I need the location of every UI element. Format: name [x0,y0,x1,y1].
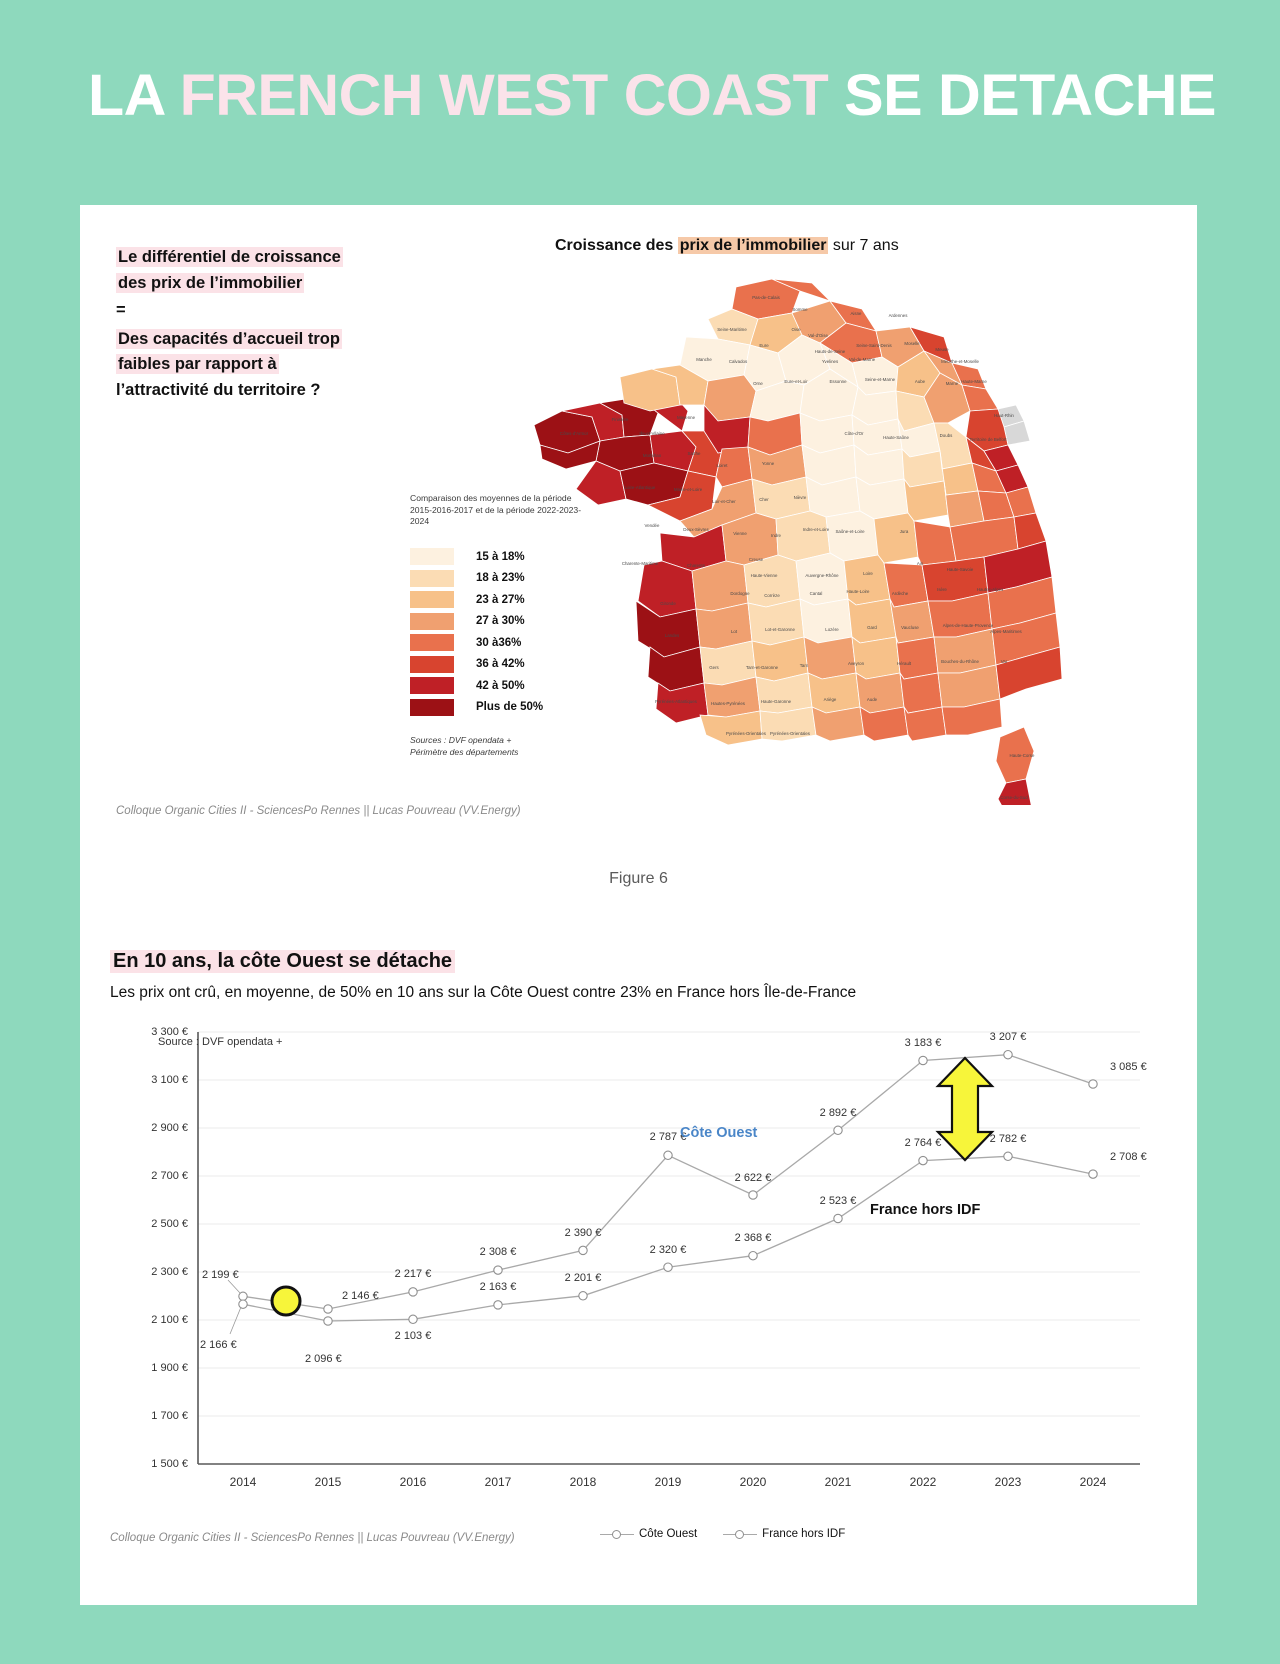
svg-text:Saône-et-Loire: Saône-et-Loire [835,529,865,534]
svg-text:Yonne: Yonne [761,461,775,466]
svg-text:Vienne: Vienne [733,531,747,536]
svg-text:Vendée: Vendée [644,523,660,528]
page-title-part-1: LA [88,63,180,128]
svg-text:Meurthe-et-Moselle: Meurthe-et-Moselle [941,359,979,364]
legend-item [410,675,610,697]
svg-text:Lot: Lot [730,629,738,634]
svg-text:Loiret: Loiret [716,463,728,468]
svg-text:Haute-Garonne: Haute-Garonne [760,699,792,704]
svg-text:2 500 €: 2 500 € [151,1218,188,1230]
svg-text:Sarthe: Sarthe [687,451,701,456]
svg-text:Yvelines: Yvelines [821,359,839,364]
svg-text:Landes: Landes [664,633,680,638]
svg-text:Doubs: Doubs [939,433,953,438]
chart-card-footer: Colloque Organic Cities II - SciencesPo Rennes || Lucas Pouvreau (VV.Energy) [110,1532,515,1544]
svg-text:Ardennes: Ardennes [888,313,908,318]
svg-text:2 900 €: 2 900 € [151,1122,188,1134]
svg-text:2 201 €: 2 201 € [564,1272,602,1284]
legend-sources-line-2: Périmètre des départements [410,747,519,758]
legend-sources-line-1: Sources : DVF opendata + [410,734,512,745]
label-leader-line [228,1280,240,1293]
svg-text:2 308 €: 2 308 € [479,1246,517,1258]
svg-text:Creuse: Creuse [748,557,764,562]
svg-text:3 300 €: 3 300 € [151,1026,188,1038]
svg-text:Charente: Charente [686,563,706,568]
svg-text:Eure-et-Loir: Eure-et-Loir [784,379,808,384]
svg-text:Aube: Aube [914,379,926,384]
svg-text:Val-d'Oise: Val-d'Oise [808,333,828,338]
legend-swatch [410,699,454,716]
svg-text:Meuse: Meuse [935,347,949,352]
svg-text:Ain: Ain [916,561,924,566]
svg-text:Lozère: Lozère [825,627,839,632]
page-banner [0,0,1280,205]
svg-text:Moselle: Moselle [904,341,920,346]
svg-text:Orne: Orne [753,381,763,386]
svg-text:Morbihan: Morbihan [642,453,662,458]
svg-text:1 700 €: 1 700 € [151,1410,188,1422]
legend-item [410,610,610,632]
svg-text:Haute-Saône: Haute-Saône [883,435,909,440]
svg-text:Indre: Indre [770,533,782,538]
svg-text:2 320 €: 2 320 € [649,1244,687,1256]
svg-text:Haute-Loire: Haute-Loire [846,589,870,594]
svg-text:2 217 €: 2 217 € [394,1268,432,1280]
svg-text:Côtes-d'Armor: Côtes-d'Armor [559,431,589,436]
legend-label: 27 à 30% [476,615,525,628]
svg-text:Pyrénées-Orientales: Pyrénées-Orientales [725,731,767,736]
svg-text:2018: 2018 [569,1475,597,1489]
svg-text:Isère: Isère [937,587,947,592]
map-card [80,205,1197,845]
svg-text:Hautes-Pyrénées: Hautes-Pyrénées [711,701,745,706]
svg-text:Corrèze: Corrèze [764,593,780,598]
svg-text:Loire: Loire [863,571,873,576]
svg-text:2 096 €: 2 096 € [305,1353,342,1365]
map-title-suffix: sur 7 ans [828,237,899,254]
svg-text:Aude: Aude [866,697,878,702]
svg-text:Charente-Maritime: Charente-Maritime [621,561,659,566]
svg-text:Haute-Marne: Haute-Marne [961,379,987,384]
svg-text:Dordogne: Dordogne [730,591,750,596]
svg-text:2015: 2015 [314,1475,342,1489]
map-card-footer: Colloque Organic Cities II - SciencesPo Rennes || Lucas Pouvreau (VV.Energy) [116,805,521,817]
svg-text:Alpes-Maritimes: Alpes-Maritimes [990,629,1022,634]
svg-text:Haute-Corse: Haute-Corse [1009,753,1035,758]
legend-label: 15 à 18% [476,550,525,563]
svg-text:Ardèche: Ardèche [891,591,909,596]
legend-swatch [410,656,454,673]
legend-swatch [410,548,454,565]
svg-text:Vaucluse: Vaucluse [901,625,919,630]
page-title [88,62,1216,129]
legend-swatch [410,613,454,630]
chart-series-label-france: France hors IDF [870,1202,981,1218]
legend-swatch [410,677,454,694]
svg-text:Jura: Jura [899,529,909,534]
svg-text:Essonne: Essonne [829,379,847,384]
svg-text:Corse-du-Sud: Corse-du-Sud [1000,795,1028,800]
svg-text:Deux-Sèvres: Deux-Sèvres [683,527,709,532]
svg-text:Seine-et-Marne: Seine-et-Marne [864,377,896,382]
yellow-double-arrow-annotation [938,1058,992,1160]
page-title-part-2: FRENCH WEST COAST [179,63,829,128]
svg-text:Tarn: Tarn [799,663,809,668]
svg-text:Aisne: Aisne [850,311,862,316]
legend-label: 23 à 27% [476,593,525,606]
legend-label: 18 à 23% [476,572,525,585]
svg-text:2 199 €: 2 199 € [202,1269,239,1281]
svg-text:Manche: Manche [696,357,712,362]
svg-text:Nièvre: Nièvre [793,495,807,500]
svg-text:Var: Var [1000,659,1008,664]
chart-title: En 10 ans, la côte Ouest se détache [110,950,455,973]
map-title-highlight: prix de l’immobilier [679,237,827,254]
svg-text:Pas-de-Calais: Pas-de-Calais [752,295,780,300]
svg-text:Côte-d'Or: Côte-d'Or [844,431,864,436]
series-cote-ouest-labels [202,1031,1147,1302]
legend-item [410,589,610,611]
legend-swatch [410,570,454,587]
svg-text:Seine-Saint-Denis: Seine-Saint-Denis [856,343,892,348]
svg-text:2 100 €: 2 100 € [151,1314,188,1326]
svg-text:2 523 €: 2 523 € [819,1195,857,1207]
svg-text:2016: 2016 [399,1475,427,1489]
map-title [555,237,899,255]
commentary-line-2: des prix de l’immobilier [118,273,303,292]
chart-plot-area [110,1018,1165,1518]
legend-sources [410,734,610,759]
svg-text:2021: 2021 [824,1475,852,1489]
legend-label: 36 à 42% [476,658,525,671]
svg-text:Cher: Cher [759,497,769,502]
svg-text:Gard: Gard [867,625,877,630]
svg-text:Hérault: Hérault [896,661,912,666]
svg-text:Eure: Eure [759,343,769,348]
svg-text:2 622 €: 2 622 € [734,1172,772,1184]
svg-text:2 368 €: 2 368 € [734,1232,772,1244]
svg-text:2 700 €: 2 700 € [151,1170,188,1182]
svg-text:Mayenne: Mayenne [676,415,696,420]
commentary-line-5: faibles par rapport à [118,355,277,374]
svg-text:Hauts-de-Seine: Hauts-de-Seine [814,349,846,354]
svg-text:Marne: Marne [945,381,959,386]
legend-label: 42 à 50% [476,679,525,692]
svg-text:3 100 €: 3 100 € [151,1074,188,1086]
page-title-part-3: SE DETACHE [828,63,1216,128]
svg-text:Haut-Rhin: Haut-Rhin [994,413,1014,418]
svg-text:Territoire de Belfort: Territoire de Belfort [969,437,1007,442]
svg-text:2017: 2017 [484,1475,512,1489]
legend-item [410,653,610,675]
chart-x-tick-labels [230,1475,1107,1489]
chart-legend [600,1528,845,1540]
svg-text:Pyrénées-Orientales: Pyrénées-Orientales [769,731,811,736]
yellow-dot-annotation [272,1287,300,1315]
series-france-hors-idf-labels [200,1133,1147,1365]
chart-y-tick-labels [151,1026,188,1470]
svg-text:Alpes-de-Haute-Provence: Alpes-de-Haute-Provence [942,623,994,628]
legend-item [410,632,610,654]
chart-svg [110,1018,1165,1518]
map-side-commentary [116,245,406,403]
chart-series-label-cote-ouest: Côte Ouest [680,1125,758,1141]
chart-legend-item-cote-ouest [600,1528,697,1540]
svg-text:Hautes-Alpes: Hautes-Alpes [976,587,1004,592]
svg-text:Gironde: Gironde [660,601,676,606]
map-legend [410,493,610,759]
svg-text:2 166 €: 2 166 € [200,1339,237,1351]
line-chart-card [80,940,1197,1580]
svg-text:2 103 €: 2 103 € [394,1330,432,1342]
legend-line-marker-icon [723,1534,757,1535]
svg-text:Loire-Atlantique: Loire-Atlantique [624,485,656,490]
svg-text:Auvergne-Rhône: Auvergne-Rhône [805,573,839,578]
svg-text:1 900 €: 1 900 € [151,1362,188,1374]
svg-text:2 300 €: 2 300 € [151,1266,188,1278]
svg-text:Ille-et-Vilaine: Ille-et-Vilaine [639,431,665,436]
svg-text:Bouches-du-Rhône: Bouches-du-Rhône [941,659,979,664]
svg-text:2 764 €: 2 764 € [904,1137,942,1149]
legend-swatch [410,634,454,651]
svg-text:Pyrénées-Atlantiques: Pyrénées-Atlantiques [655,699,697,704]
commentary-equals: = [116,301,126,320]
chart-legend-label: France hors IDF [762,1528,846,1540]
svg-text:Maine-et-Loire: Maine-et-Loire [673,487,703,492]
svg-text:Indre-et-Loire: Indre-et-Loire [802,527,830,532]
svg-text:Ariège: Ariège [823,697,837,702]
figure-caption: Figure 6 [609,870,668,887]
svg-text:Tarn-et-Garonne: Tarn-et-Garonne [745,665,779,670]
svg-text:2 787 €: 2 787 € [649,1131,687,1143]
legend-label: Plus de 50% [476,701,544,714]
svg-text:2 390 €: 2 390 € [564,1227,602,1239]
map-title-plain: Croissance des [555,237,678,254]
svg-text:3 207 €: 3 207 € [989,1031,1027,1043]
svg-text:2019: 2019 [654,1475,682,1489]
svg-text:2 892 €: 2 892 € [819,1107,857,1119]
legend-swatch [410,591,454,608]
svg-text:2020: 2020 [739,1475,767,1489]
svg-text:2 782 €: 2 782 € [989,1133,1027,1145]
svg-text:Gers: Gers [709,665,719,670]
legend-item [410,567,610,589]
svg-text:Val-de-Marne: Val-de-Marne [848,357,876,362]
svg-text:2023: 2023 [994,1475,1022,1489]
svg-text:2 163 €: 2 163 € [479,1281,517,1293]
legend-label: 30 à36% [476,636,522,649]
svg-text:2022: 2022 [909,1475,937,1489]
svg-text:3 183 €: 3 183 € [904,1037,942,1049]
svg-text:Haute-Vienne: Haute-Vienne [750,573,778,578]
svg-text:3 085 €: 3 085 € [1110,1061,1147,1073]
svg-text:2024: 2024 [1079,1475,1107,1489]
chart-source-note: Source : DVF opendata + [158,1036,283,1048]
svg-text:Oise: Oise [791,327,801,332]
commentary-line-4: Des capacités d’accueil trop [118,329,340,348]
chart-subtitle: Les prix ont crû, en moyenne, de 50% en 10 ans sur la Côte Ouest contre 23% en France hors Île-de-France [110,984,857,1001]
legend-caption: Comparaison des moyennes de la période 2015-2016-2017 et de la période 2022-2023-2024 [410,493,582,527]
legend-line-marker-icon [600,1534,634,1535]
svg-text:Lot-et-Garonne: Lot-et-Garonne [765,627,795,632]
content-paper [80,205,1197,1605]
chart-legend-item-france [723,1528,845,1540]
svg-text:Calvados: Calvados [728,359,748,364]
svg-text:Seine-Maritime: Seine-Maritime [717,327,747,332]
svg-text:Finistère: Finistère [611,417,629,422]
legend-item [410,696,610,718]
svg-text:Aveyron: Aveyron [847,661,865,666]
svg-text:Cantal: Cantal [809,591,823,596]
svg-text:2 146 €: 2 146 € [342,1290,379,1302]
commentary-line-1: Le différentiel de croissance [118,248,341,266]
svg-text:1 500 €: 1 500 € [151,1458,188,1470]
chart-legend-label: Côte Ouest [639,1528,698,1540]
svg-text:Haute-Savoie: Haute-Savoie [946,567,974,572]
svg-text:Loir-et-Cher: Loir-et-Cher [712,499,736,504]
legend-item [410,546,610,568]
commentary-line-6: l’attractivité du territoire ? [116,380,321,399]
svg-text:2014: 2014 [229,1475,257,1489]
svg-text:2 708 €: 2 708 € [1110,1151,1147,1163]
svg-text:Somme: Somme [792,307,808,312]
